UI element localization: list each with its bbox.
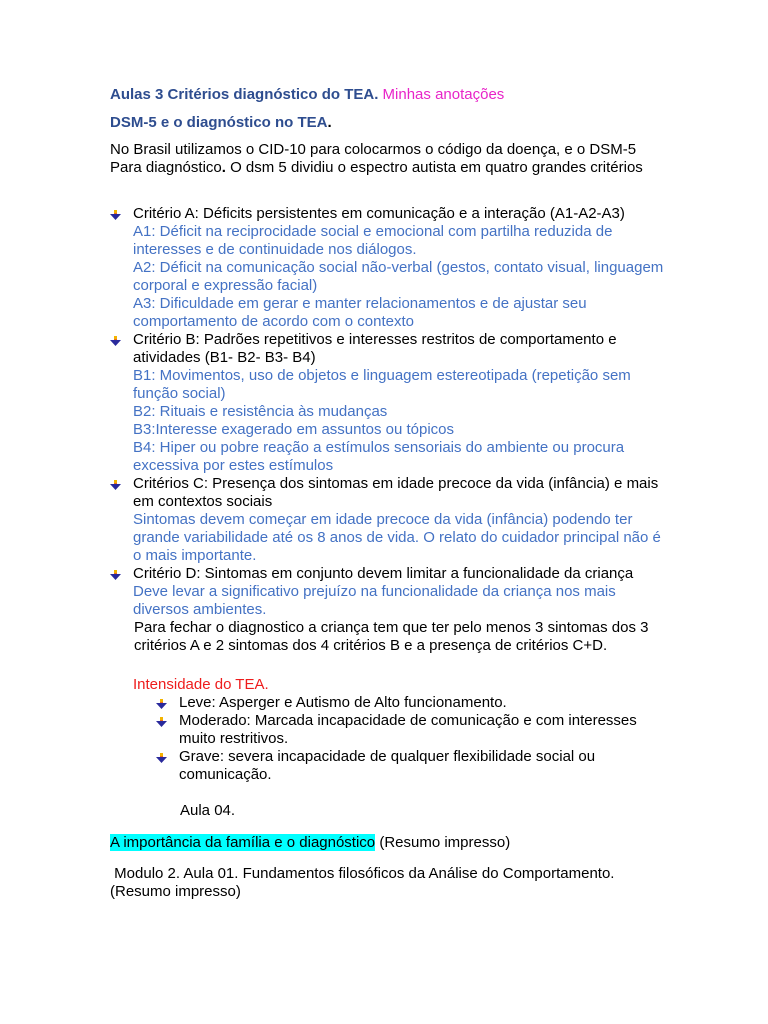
intro-paragraph (110, 141, 670, 177)
criterion-b-detail-3: B3:Interesse exagerado em assuntos ou tópicos (133, 421, 455, 438)
importance-rest: (Resumo impresso) (375, 834, 511, 851)
intro-bold-dot: . (221, 159, 226, 176)
aula-04-label: Aula 04. (180, 802, 236, 819)
criterion-b-detail-1: B1: Movimentos, uso de objetos e linguagem estereotipada (repetição sem função social) (133, 367, 631, 402)
criterion-a-detail-2: A2: Déficit na comunicação social não-verbal (gestos, contato visual, linguagem corporal e expressão facial) (133, 259, 664, 294)
intensity-item-moderado (133, 712, 673, 748)
intensity-title: Intensidade do TEA. (133, 676, 269, 693)
intensity-item-text: Grave: severa incapacidade de qualquer flexibilidade social ou comunicação. (179, 748, 596, 783)
arrow-bullet-icon (110, 570, 121, 580)
criteria-list (110, 205, 670, 655)
importance-highlight: A importância da família e o diagnóstico (110, 834, 376, 851)
criterion-a-detail-3: A3: Dificuldade em gerar e manter relacionamentos e de ajustar seu comportamento de acordo com o contexto (133, 295, 587, 330)
intensity-item-leve (133, 694, 673, 712)
modulo-line: Modulo 2. Aula 01. Fundamentos filosóficos da Análise do Comportamento. (Resumo impresso) (110, 865, 619, 900)
criterion-a-label: Critério A: Déficits persistentes em comunicação e a interação (A1-A2-A3) (133, 205, 625, 222)
intro-part-1: No Brasil utilizamos o CID-10 para colocarmos o código da doença, e o DSM-5 Para diagnóstico (110, 141, 637, 176)
arrow-bullet-icon (110, 336, 121, 346)
section-title-dot: . (327, 114, 332, 131)
intensity-item-text: Leve: Asperger e Autismo de Alto funcionamento. (179, 694, 507, 711)
criterion-a (110, 205, 670, 331)
criterion-b (110, 331, 670, 475)
intensity-item-text: Moderado: Marcada incapacidade de comunicação e com interesses muito restritivos. (179, 712, 637, 747)
criterion-b-label: Critério B: Padrões repetitivos e interesses restritos de comportamento e atividades (B1- B2- B3- B4) (133, 331, 617, 366)
arrow-bullet-icon (110, 210, 121, 220)
lesson-title (110, 86, 504, 104)
intensity-item-grave (133, 748, 673, 784)
criterion-b-detail-2: B2: Rituais e resistência às mudanças (133, 403, 388, 420)
intro-part-2: O dsm 5 dividiu o espectro autista em quatro grandes critérios (225, 159, 643, 176)
arrow-bullet-icon (110, 480, 121, 490)
arrow-bullet-icon (156, 753, 167, 763)
arrow-bullet-icon (156, 717, 167, 727)
criterion-c-label: Critérios C: Presença dos sintomas em idade precoce da vida (infância) e mais em contextos sociais (133, 475, 659, 510)
closing-paragraph: Para fechar o diagnostico a criança tem que ter pelo menos 3 sintomas dos 3 critérios A e 2 sintomas dos 4 critérios B e a presença de critérios C+D. (134, 619, 649, 654)
section-title (110, 114, 332, 132)
criterion-b-detail-4: B4: Hiper ou pobre reação a estímulos sensoriais do ambiente ou procura excessiva por estes estímulos (133, 439, 625, 474)
criterion-c-detail-1: Sintomas devem começar em idade precoce da vida (infância) podendo ter grande variabilidade até os 8 anos de vida. O relato do cuidador principal não é o mais importante. (133, 511, 661, 564)
criterion-d-detail-1: Deve levar a significativo prejuízo na funcionalidade da criança nos mais diversos ambientes. (133, 583, 616, 618)
arrow-bullet-icon (156, 699, 167, 709)
lesson-note: Minhas anotações (382, 86, 505, 103)
section-title-text: DSM-5 e o diagnóstico no TEA (110, 114, 328, 131)
intensity-section (133, 676, 673, 784)
criterion-d-label: Critério D: Sintomas em conjunto devem limitar a funcionalidade da criança (133, 565, 634, 582)
criterion-c (110, 475, 670, 565)
importance-line (110, 834, 510, 852)
criterion-d (110, 565, 670, 619)
criterion-a-detail-1: A1: Déficit na reciprocidade social e emocional com partilha reduzida de interesses e de continuidade nos diálogos. (133, 223, 613, 258)
lesson-title-text: Aulas 3 Critérios diagnóstico do TEA. (110, 86, 379, 103)
